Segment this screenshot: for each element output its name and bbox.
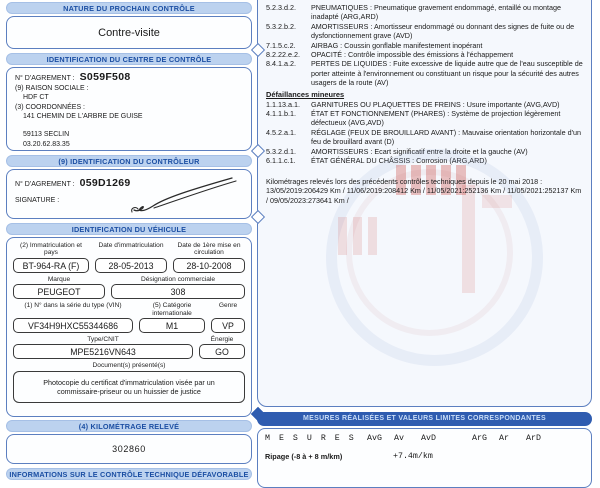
- mesures-col: ArD: [526, 434, 541, 443]
- genre-label: Genre: [218, 302, 238, 310]
- centre-phone: 03.20.62.83.35: [23, 140, 70, 148]
- date-circ-label: Date de 1ère mise en circulation: [177, 242, 241, 257]
- controleur-agrement-value: 059D1269: [79, 177, 131, 189]
- documents-value: Photocopie du certificat d'immatriculation visée par un commissaire-priseur ou un huissier de justice: [13, 371, 245, 403]
- marque-value: PEUGEOT: [13, 284, 105, 299]
- centre-agrement-label: N° D'AGREMENT :: [15, 75, 75, 82]
- mesures-row-label: Ripage (-8 à + 8 m/km): [265, 452, 343, 461]
- mesures-title: M E S U R E S: [265, 434, 356, 443]
- defect-text: RÉGLAGE (FEUX DE BROUILLARD AVANT) : Mauvaise orientation horizontale d'un feu de brouillard avant (D): [311, 127, 581, 147]
- defect-text: PERTES DE LIQUIDES : Fuite excessive de liquide autre que de l'eau susceptible de porter atteinte à l'environnement ou constituant un risque pour la sécurité des autres usagers de la route (AV): [311, 59, 583, 88]
- section-kilometrage: [6, 420, 252, 464]
- defect-code: 4.5.2.a.1.: [266, 127, 296, 137]
- mesures-col: Av: [394, 434, 404, 443]
- mesures-columns-row: [265, 434, 584, 443]
- defect-item: [266, 50, 583, 59]
- controleur-agrement-label: N° D'AGREMENT :: [15, 181, 75, 188]
- minor-defects-list: [266, 100, 583, 166]
- categorie-label: (5) Catégorie internationale: [152, 302, 192, 317]
- mesures-col: AvD: [421, 434, 436, 443]
- mesures-header: MESURES RÉALISÉES ET VALEURS LIMITES CORRESPONDANTES: [257, 412, 592, 426]
- defect-item: [266, 59, 583, 87]
- defect-text: AMORTISSEURS : Amortisseur endommagé ou donnant des signes de fuite ou de dysfonctionnement grave (AVD): [311, 21, 575, 41]
- mesures-row-value: +7.4m/km: [393, 452, 433, 461]
- defect-code: 8.2.22.e.2.: [266, 50, 300, 60]
- signature-scribble-icon: [120, 172, 245, 216]
- mesures-col: AvG: [367, 434, 382, 443]
- centre-raison-value: HDF CT: [23, 94, 49, 102]
- next-control-value-box: [6, 16, 252, 49]
- genre-value: VP: [211, 318, 245, 333]
- section-nature-prochain-controle: [6, 2, 252, 49]
- energie-label: Énergie: [210, 336, 234, 344]
- defect-text: ÉTAT ET FONCTIONNEMENT (PHARES) : Système de projection légèrement défectueux (AVG,AVD): [311, 109, 561, 128]
- defect-text: PNEUMATIQUES : Pneumatique gravement endommagé, entaillé ou montage inadapté (ARG,ARD): [311, 3, 561, 22]
- date-circ-value: 28-10-2008: [173, 258, 245, 273]
- km-history-text: Kilométrages relevés lors des précédents contrôles techniques depuis le 20 mai 2018 : 13/05/2019:206429 Km / 11/06/2019:208412 Km / 11/05/2021:252136 Km / 11/05/2021:252137 Km / 09/05/2023:273641 Km /: [266, 176, 582, 206]
- centre-box: [6, 67, 252, 151]
- centre-agrement-value: S059F508: [79, 71, 131, 83]
- section-header: (9) IDENTIFICATION DU CONTRÔLEUR: [6, 155, 252, 167]
- section-header: NATURE DU PROCHAIN CONTRÔLE: [6, 2, 252, 14]
- section-vehicule: [6, 223, 252, 417]
- energie-value: GO: [199, 344, 245, 359]
- vin-value: VF34H9HXC55344686: [13, 318, 133, 333]
- defect-text: OPACITÉ : Contrôle impossible des émissions à l'échappement: [311, 50, 514, 60]
- defect-code: 8.4.1.a.2.: [266, 59, 296, 69]
- section-header-info-defavorable: INFORMATIONS SUR LE CONTRÔLE TECHNIQUE DÉFAVORABLE: [6, 468, 252, 480]
- mesures-box: [257, 428, 592, 488]
- centre-address-line1: 141 CHEMIN DE L'ARBRE DE GUISE: [23, 113, 143, 121]
- left-column: [6, 2, 252, 482]
- defect-code: 4.1.1.b.1.: [266, 109, 296, 119]
- defect-text: AMORTISSEURS : Ecart significatif entre la droite et la gauche (AV): [311, 146, 528, 156]
- defect-code: 5.3.2.d.1.: [266, 146, 296, 156]
- mesures-row-ripage: [265, 452, 584, 461]
- defect-item: [266, 41, 583, 50]
- next-control-value: Contre-visite: [98, 26, 160, 39]
- defect-code: 7.1.5.c.2.: [266, 40, 296, 50]
- section-header: (4) KILOMÉTRAGE RELEVÉ: [6, 420, 252, 432]
- defect-item: [266, 109, 583, 128]
- marque-label: Marque: [47, 275, 71, 283]
- defect-code: 1.1.13.a.1.: [266, 99, 300, 109]
- categorie-value: M1: [139, 318, 205, 333]
- watermark-stamp-bars: [338, 217, 377, 255]
- defect-item: [266, 3, 583, 22]
- defect-code: 5.3.2.b.2.: [266, 21, 296, 31]
- major-defects-list: [266, 3, 583, 88]
- designation-label: Désignation commerciale: [140, 275, 216, 283]
- defect-text: GARNITURES OU PLAQUETTES DE FREINS : Usure importante (AVG,AVD): [311, 99, 560, 109]
- defect-item: [266, 156, 583, 165]
- defect-text: AIRBAG : Coussin gonflable manifestement inopérant: [311, 40, 483, 50]
- defect-item: [266, 22, 583, 41]
- centre-coordonnees-label: (3) COORDONNÉES :: [15, 103, 86, 111]
- plate-label: (2) Immatriculation et pays: [20, 242, 82, 257]
- vehicule-box: [6, 237, 252, 417]
- type-cnit-label: Type/CNIT: [87, 336, 119, 344]
- plate-value: BT-964-RA (F): [13, 258, 89, 273]
- section-header: IDENTIFICATION DU CENTRE DE CONTRÔLE: [6, 53, 252, 65]
- defect-code: 6.1.1.c.1.: [266, 156, 296, 166]
- mesures-col: ArG: [472, 434, 487, 443]
- vin-label: (1) N° dans la série du type (VIN): [24, 302, 122, 310]
- defect-item: [266, 147, 583, 156]
- kilometrage-value-box: [6, 434, 252, 464]
- section-header: IDENTIFICATION DU VÉHICULE: [6, 223, 252, 235]
- section-centre-controle: [6, 53, 252, 151]
- type-cnit-value: MPE5216VN643: [13, 344, 193, 359]
- date-immat-label: Date d'immatriculation: [98, 242, 164, 249]
- defect-item: [266, 128, 583, 147]
- date-immat-value: 28-05-2013: [95, 258, 167, 273]
- defect-text: ÉTAT GÉNÉRAL DU CHÂSSIS : Corrosion (ARG,ARD): [311, 156, 487, 166]
- defect-item: [266, 100, 583, 109]
- minor-defects-header: Défaillances mineures: [266, 89, 345, 99]
- centre-raison-label: (9) RAISON SOCIALE :: [15, 84, 89, 92]
- defects-box: [257, 0, 592, 407]
- controleur-box: [6, 169, 252, 219]
- section-controleur: [6, 155, 252, 219]
- designation-value: 308: [111, 284, 245, 299]
- kilometrage-value: 302860: [112, 444, 146, 454]
- signature-label: SIGNATURE :: [15, 197, 60, 204]
- centre-address-line2: 59113 SECLIN: [23, 130, 70, 138]
- defect-code: 5.2.3.d.2.: [266, 3, 296, 12]
- mesures-col: Ar: [499, 434, 509, 443]
- documents-label: Document(s) présenté(s): [92, 362, 166, 370]
